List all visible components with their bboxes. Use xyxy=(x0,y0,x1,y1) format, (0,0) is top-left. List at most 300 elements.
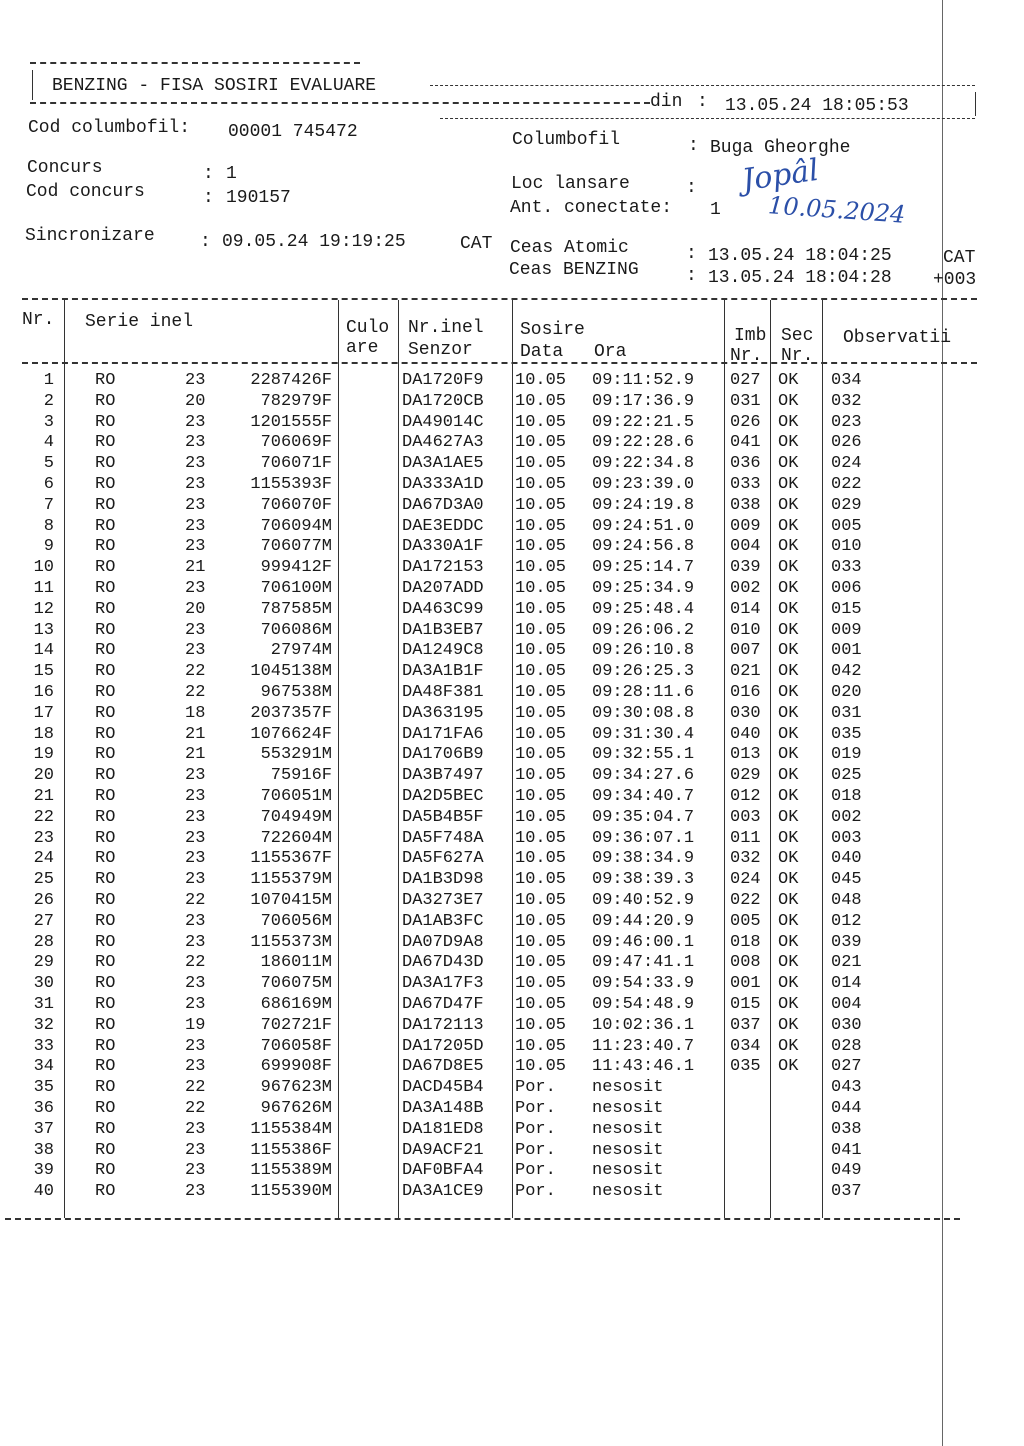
sec-status: OK xyxy=(778,1057,799,1077)
arrival-time: 09:34:40.7 xyxy=(592,787,695,806)
ring-country: RO xyxy=(95,995,116,1014)
observation: 009 xyxy=(831,620,862,640)
arrival-time: 09:30:08.8 xyxy=(592,703,695,723)
observation: 034 xyxy=(831,371,862,390)
row-number: 6 xyxy=(43,475,54,494)
ring-country: RO xyxy=(95,620,116,640)
imb-number: 029 xyxy=(730,766,761,786)
observation: 026 xyxy=(831,433,862,453)
ring-number: 1045138M xyxy=(250,662,332,682)
arrival-date: 10.05 xyxy=(515,849,567,869)
table-row xyxy=(0,994,1000,1015)
arrival-date: 10.05 xyxy=(515,495,567,515)
header-culoare-1: Culo xyxy=(346,318,390,338)
arrival-date: 10.05 xyxy=(515,516,567,536)
observation: 025 xyxy=(831,766,862,786)
table-row xyxy=(0,1119,1000,1140)
table-row xyxy=(0,432,1000,453)
table-rule-header-bottom xyxy=(22,362,977,364)
sensor-id: DA172153 xyxy=(402,558,484,578)
ring-year: 23 xyxy=(185,828,206,848)
observation: 020 xyxy=(831,683,862,702)
table-row xyxy=(0,765,1000,786)
observation: 031 xyxy=(831,703,862,723)
sensor-id: DA2D5BEC xyxy=(402,787,484,806)
ring-year: 23 xyxy=(185,1119,206,1139)
header-nrinel-1: Nr.inel xyxy=(408,318,484,338)
imb-number: 007 xyxy=(730,641,761,661)
ring-country: RO xyxy=(95,1182,116,1202)
arrival-date: 10.05 xyxy=(515,662,567,682)
arrival-date: Por. xyxy=(515,1119,556,1139)
observation: 037 xyxy=(831,1182,862,1202)
ant-conectate-value: 1 xyxy=(710,200,721,220)
sincronizare-tz: CAT xyxy=(460,234,493,254)
row-number: 16 xyxy=(33,683,54,702)
arrival-date: Por. xyxy=(515,1182,556,1202)
ring-year: 23 xyxy=(185,641,206,661)
imb-number: 033 xyxy=(730,475,761,494)
table-row xyxy=(0,1015,1000,1036)
sec-status: OK xyxy=(778,662,799,682)
ring-number: 999412F xyxy=(260,558,332,578)
arrival-date: 10.05 xyxy=(515,911,567,931)
arrival-date: 10.05 xyxy=(515,703,567,723)
ring-country: RO xyxy=(95,870,116,890)
imb-number: 011 xyxy=(730,828,761,848)
arrival-date: 10.05 xyxy=(515,537,567,557)
table-row xyxy=(0,703,1000,724)
arrival-date: 10.05 xyxy=(515,433,567,453)
sec-status: OK xyxy=(778,558,799,578)
ring-year: 23 xyxy=(185,495,206,515)
ring-number: 75916F xyxy=(270,766,332,786)
ring-number: 706075M xyxy=(260,974,332,994)
ring-year: 23 xyxy=(185,911,206,931)
row-number: 22 xyxy=(33,807,54,827)
imb-number: 037 xyxy=(730,1015,761,1035)
ring-country: RO xyxy=(95,807,116,827)
ring-country: RO xyxy=(95,433,116,453)
sensor-id: DA333A1D xyxy=(402,475,484,494)
sensor-id: DA49014C xyxy=(402,412,484,432)
ring-country: RO xyxy=(95,974,116,994)
imb-number: 009 xyxy=(730,516,761,536)
observation: 022 xyxy=(831,475,862,494)
sensor-id: DA1AB3FC xyxy=(402,911,484,931)
table-row xyxy=(0,890,1000,911)
ring-number: 2287426F xyxy=(250,371,332,390)
arrival-date: Por. xyxy=(515,1078,556,1098)
ring-country: RO xyxy=(95,849,116,869)
sensor-id: DA363195 xyxy=(402,703,484,723)
table-row xyxy=(0,786,1000,807)
ring-number: 782979F xyxy=(260,391,332,411)
table-row xyxy=(0,1140,1000,1161)
ring-number: 1201555F xyxy=(250,412,332,432)
imb-number: 039 xyxy=(730,558,761,578)
observation: 004 xyxy=(831,995,862,1014)
arrival-date: 10.05 xyxy=(515,807,567,827)
ring-country: RO xyxy=(95,1099,116,1118)
ring-country: RO xyxy=(95,787,116,806)
observation: 048 xyxy=(831,891,862,910)
imb-number: 036 xyxy=(730,454,761,474)
row-number: 2 xyxy=(43,391,54,411)
header-sosire-date: Data xyxy=(520,342,564,362)
sensor-id: DA3A17F3 xyxy=(402,974,484,994)
imb-number: 030 xyxy=(730,703,761,723)
arrival-date: 10.05 xyxy=(515,391,567,411)
arrival-date: 10.05 xyxy=(515,371,567,390)
cod-columbofil-value: 00001 745472 xyxy=(228,122,358,142)
arrival-date: 10.05 xyxy=(515,828,567,848)
ring-country: RO xyxy=(95,495,116,515)
sec-status: OK xyxy=(778,745,799,765)
ring-number: 1155386F xyxy=(250,1140,332,1160)
ring-country: RO xyxy=(95,371,116,390)
table-row xyxy=(0,911,1000,932)
observation: 032 xyxy=(831,391,862,411)
sensor-id: DA3A1AE5 xyxy=(402,454,484,474)
sensor-id: DA5F627A xyxy=(402,849,484,869)
ring-number: 1155393F xyxy=(250,475,332,494)
sensor-id: DA3A1CE9 xyxy=(402,1182,484,1202)
ring-number: 1155390M xyxy=(250,1182,332,1202)
observation: 019 xyxy=(831,745,862,765)
row-number: 37 xyxy=(33,1119,54,1139)
sensor-id: DA67D47F xyxy=(402,995,484,1014)
table-row xyxy=(0,1036,1000,1057)
arrival-date: 10.05 xyxy=(515,1057,567,1077)
sec-status: OK xyxy=(778,371,799,390)
imb-number: 010 xyxy=(730,620,761,640)
arrival-time: nesosit xyxy=(592,1078,664,1098)
ring-number: 706058F xyxy=(260,1036,332,1056)
arrival-time: 09:28:11.6 xyxy=(592,683,695,702)
ring-country: RO xyxy=(95,475,116,494)
header-rule-right xyxy=(975,92,976,116)
row-number: 4 xyxy=(43,433,54,453)
ring-country: RO xyxy=(95,766,116,786)
table-row xyxy=(0,557,1000,578)
ring-number: 1155384M xyxy=(250,1119,332,1139)
row-number: 23 xyxy=(33,828,54,848)
row-number: 40 xyxy=(33,1182,54,1202)
row-number: 38 xyxy=(33,1140,54,1160)
ring-year: 23 xyxy=(185,620,206,640)
imb-number: 013 xyxy=(730,745,761,765)
imb-number: 034 xyxy=(730,1036,761,1056)
ring-year: 21 xyxy=(185,745,206,765)
ring-country: RO xyxy=(95,537,116,557)
ring-year: 23 xyxy=(185,974,206,994)
ring-number: 186011M xyxy=(260,953,332,973)
ring-number: 706070F xyxy=(260,495,332,515)
observation: 012 xyxy=(831,911,862,931)
row-number: 36 xyxy=(33,1099,54,1118)
arrival-date: 10.05 xyxy=(515,745,567,765)
observation: 023 xyxy=(831,412,862,432)
header-imb-2: Nr. xyxy=(730,346,763,366)
header-rule-top-right xyxy=(430,85,975,86)
printed-timestamp: 13.05.24 18:05:53 xyxy=(725,96,909,116)
imb-number: 016 xyxy=(730,683,761,702)
observation: 010 xyxy=(831,537,862,557)
imb-number: 041 xyxy=(730,433,761,453)
observation: 002 xyxy=(831,807,862,827)
ceas-atomic-label: Ceas Atomic xyxy=(510,238,629,258)
arrival-time: 09:25:34.9 xyxy=(592,579,695,598)
ring-number: 706069F xyxy=(260,433,332,453)
arrival-time: 09:24:19.8 xyxy=(592,495,695,515)
arrival-time: nesosit xyxy=(592,1140,664,1160)
ring-number: 706071F xyxy=(260,454,332,474)
ring-number: 27974M xyxy=(270,641,332,661)
sensor-id: DA171FA6 xyxy=(402,724,484,744)
arrival-date: 10.05 xyxy=(515,891,567,910)
imb-number: 008 xyxy=(730,953,761,973)
table-row xyxy=(0,1056,1000,1077)
sec-status: OK xyxy=(778,807,799,827)
sensor-id: DA1720CB xyxy=(402,391,484,411)
arrival-date: 10.05 xyxy=(515,599,567,619)
ring-country: RO xyxy=(95,516,116,536)
arrival-time: 09:24:51.0 xyxy=(592,516,695,536)
row-number: 35 xyxy=(33,1078,54,1098)
table-row xyxy=(0,370,1000,391)
row-number: 24 xyxy=(33,849,54,869)
ring-number: 1076624F xyxy=(250,724,332,744)
sensor-id: DA207ADD xyxy=(402,579,484,598)
imb-number: 001 xyxy=(730,974,761,994)
report-title: BENZING - FISA SOSIRI EVALUARE xyxy=(52,76,377,96)
observation: 024 xyxy=(831,454,862,474)
observation: 018 xyxy=(831,787,862,806)
arrival-time: 11:43:46.1 xyxy=(592,1057,695,1077)
ring-year: 22 xyxy=(185,662,206,682)
sensor-id: DA1706B9 xyxy=(402,745,484,765)
row-number: 7 xyxy=(43,495,54,515)
observation: 027 xyxy=(831,1057,862,1077)
table-row xyxy=(0,932,1000,953)
cod-columbofil-label: Cod columbofil: xyxy=(28,118,191,138)
ring-number: 699908F xyxy=(260,1057,332,1077)
ring-year: 22 xyxy=(185,891,206,910)
ring-year: 21 xyxy=(185,724,206,744)
arrival-date: Por. xyxy=(515,1161,556,1181)
ring-country: RO xyxy=(95,724,116,744)
ring-country: RO xyxy=(95,579,116,598)
observation: 038 xyxy=(831,1119,862,1139)
row-number: 11 xyxy=(33,579,54,598)
ceas-atomic-value: 13.05.24 18:04:25 xyxy=(708,246,892,266)
sec-status: OK xyxy=(778,537,799,557)
ceas-atomic-tz: CAT xyxy=(943,248,976,268)
row-number: 34 xyxy=(33,1057,54,1077)
ring-year: 22 xyxy=(185,1099,206,1118)
ring-country: RO xyxy=(95,1140,116,1160)
row-number: 15 xyxy=(33,662,54,682)
ring-number: 706077M xyxy=(260,537,332,557)
row-number: 33 xyxy=(33,1036,54,1056)
arrival-time: 09:46:00.1 xyxy=(592,932,695,952)
row-number: 26 xyxy=(33,891,54,910)
sec-status: OK xyxy=(778,495,799,515)
header-culoare-2: are xyxy=(346,338,379,358)
sec-status: OK xyxy=(778,911,799,931)
header-rule-mid xyxy=(30,102,650,104)
table-row xyxy=(0,1181,1000,1202)
table-row xyxy=(0,453,1000,474)
ring-year: 22 xyxy=(185,683,206,702)
ring-country: RO xyxy=(95,1161,116,1181)
arrival-time: nesosit xyxy=(592,1119,664,1139)
table-row xyxy=(0,828,1000,849)
ring-country: RO xyxy=(95,641,116,661)
observation: 029 xyxy=(831,495,862,515)
table-row xyxy=(0,391,1000,412)
header-imb-1: Imb xyxy=(734,326,767,346)
arrival-date: 10.05 xyxy=(515,724,567,744)
ring-country: RO xyxy=(95,1057,116,1077)
ring-year: 23 xyxy=(185,412,206,432)
arrival-date: Por. xyxy=(515,1140,556,1160)
row-number: 3 xyxy=(43,412,54,432)
sec-status: OK xyxy=(778,724,799,744)
table-row xyxy=(0,661,1000,682)
sec-status: OK xyxy=(778,433,799,453)
observation: 033 xyxy=(831,558,862,578)
sec-status: OK xyxy=(778,620,799,640)
sensor-id: DA1249C8 xyxy=(402,641,484,661)
arrival-time: 09:26:06.2 xyxy=(592,620,695,640)
arrival-time: 09:31:30.4 xyxy=(592,724,695,744)
ring-year: 23 xyxy=(185,454,206,474)
arrival-date: 10.05 xyxy=(515,974,567,994)
arrival-date: 10.05 xyxy=(515,579,567,598)
arrival-date: 10.05 xyxy=(515,412,567,432)
imb-number: 026 xyxy=(730,412,761,432)
arrival-time: 09:25:48.4 xyxy=(592,599,695,619)
ring-year: 23 xyxy=(185,932,206,952)
ceas-benzing-value: 13.05.24 18:04:28 xyxy=(708,268,892,288)
sensor-id: DA172113 xyxy=(402,1015,484,1035)
ring-number: 967626M xyxy=(260,1099,332,1118)
ring-number: 1155389M xyxy=(250,1161,332,1181)
sec-status: OK xyxy=(778,870,799,890)
row-number: 39 xyxy=(33,1161,54,1181)
row-number: 9 xyxy=(43,537,54,557)
sec-status: OK xyxy=(778,683,799,702)
sensor-id: DA463C99 xyxy=(402,599,484,619)
table-row xyxy=(0,1098,1000,1119)
arrival-time: 09:36:07.1 xyxy=(592,828,695,848)
header-sosire: Sosire xyxy=(520,320,585,340)
row-number: 12 xyxy=(33,599,54,619)
observation: 006 xyxy=(831,579,862,598)
table-row xyxy=(0,1160,1000,1181)
sec-status: OK xyxy=(778,787,799,806)
ring-year: 22 xyxy=(185,953,206,973)
table-row xyxy=(0,869,1000,890)
ceas-benzing-offset: +003 xyxy=(933,270,977,290)
row-number: 29 xyxy=(33,953,54,973)
header-nrinel-2: Senzor xyxy=(408,340,473,360)
arrival-time: 09:24:56.8 xyxy=(592,537,695,557)
ring-year: 23 xyxy=(185,766,206,786)
columbofil-value: Buga Gheorghe xyxy=(710,138,851,158)
observation: 003 xyxy=(831,828,862,848)
table-row xyxy=(0,952,1000,973)
table-row xyxy=(0,640,1000,661)
ring-year: 23 xyxy=(185,995,206,1014)
table-row xyxy=(0,620,1000,641)
sensor-id: DAE3EDDC xyxy=(402,516,484,536)
cod-concurs-value: 190157 xyxy=(226,188,291,208)
table-row xyxy=(0,973,1000,994)
imb-number: 004 xyxy=(730,537,761,557)
arrival-time: 09:23:39.0 xyxy=(592,475,695,494)
sec-status: OK xyxy=(778,703,799,723)
ring-year: 21 xyxy=(185,558,206,578)
arrival-date: 10.05 xyxy=(515,454,567,474)
handwritten-date: 10.05.2024 xyxy=(767,191,907,229)
observation: 035 xyxy=(831,724,862,744)
imb-number: 015 xyxy=(730,995,761,1014)
ant-conectate-label: Ant. conectate: xyxy=(510,198,673,218)
loc-lansare-label: Loc lansare xyxy=(511,174,630,194)
table-row xyxy=(0,495,1000,516)
sensor-id: DA5F748A xyxy=(402,828,484,848)
arrival-date: Por. xyxy=(515,1099,556,1118)
ring-number: 2037357F xyxy=(250,703,332,723)
arrival-time: 09:40:52.9 xyxy=(592,891,695,910)
imb-number: 002 xyxy=(730,579,761,598)
imb-number: 027 xyxy=(730,371,761,390)
arrival-time: 09:44:20.9 xyxy=(592,911,695,931)
row-number: 8 xyxy=(43,516,54,536)
observation: 043 xyxy=(831,1078,862,1098)
ring-year: 23 xyxy=(185,1161,206,1181)
sincronizare-label: Sincronizare xyxy=(25,226,155,246)
arrival-time: nesosit xyxy=(592,1099,664,1118)
row-number: 20 xyxy=(33,766,54,786)
sec-status: OK xyxy=(778,953,799,973)
table-row xyxy=(0,599,1000,620)
observation: 049 xyxy=(831,1161,862,1181)
ring-year: 23 xyxy=(185,537,206,557)
imb-number: 035 xyxy=(730,1057,761,1077)
observation: 015 xyxy=(831,599,862,619)
ring-year: 20 xyxy=(185,391,206,411)
ring-year: 23 xyxy=(185,807,206,827)
observation: 021 xyxy=(831,953,862,973)
sensor-id: DACD45B4 xyxy=(402,1078,484,1098)
ring-year: 23 xyxy=(185,433,206,453)
imb-number: 022 xyxy=(730,891,761,910)
row-number: 27 xyxy=(33,911,54,931)
row-number: 18 xyxy=(33,724,54,744)
row-number: 30 xyxy=(33,974,54,994)
arrival-date: 10.05 xyxy=(515,870,567,890)
ring-country: RO xyxy=(95,828,116,848)
sensor-id: DAF0BFA4 xyxy=(402,1161,484,1181)
ring-number: 706100M xyxy=(260,579,332,598)
ring-year: 18 xyxy=(185,703,206,723)
ring-country: RO xyxy=(95,745,116,765)
imb-number: 040 xyxy=(730,724,761,744)
